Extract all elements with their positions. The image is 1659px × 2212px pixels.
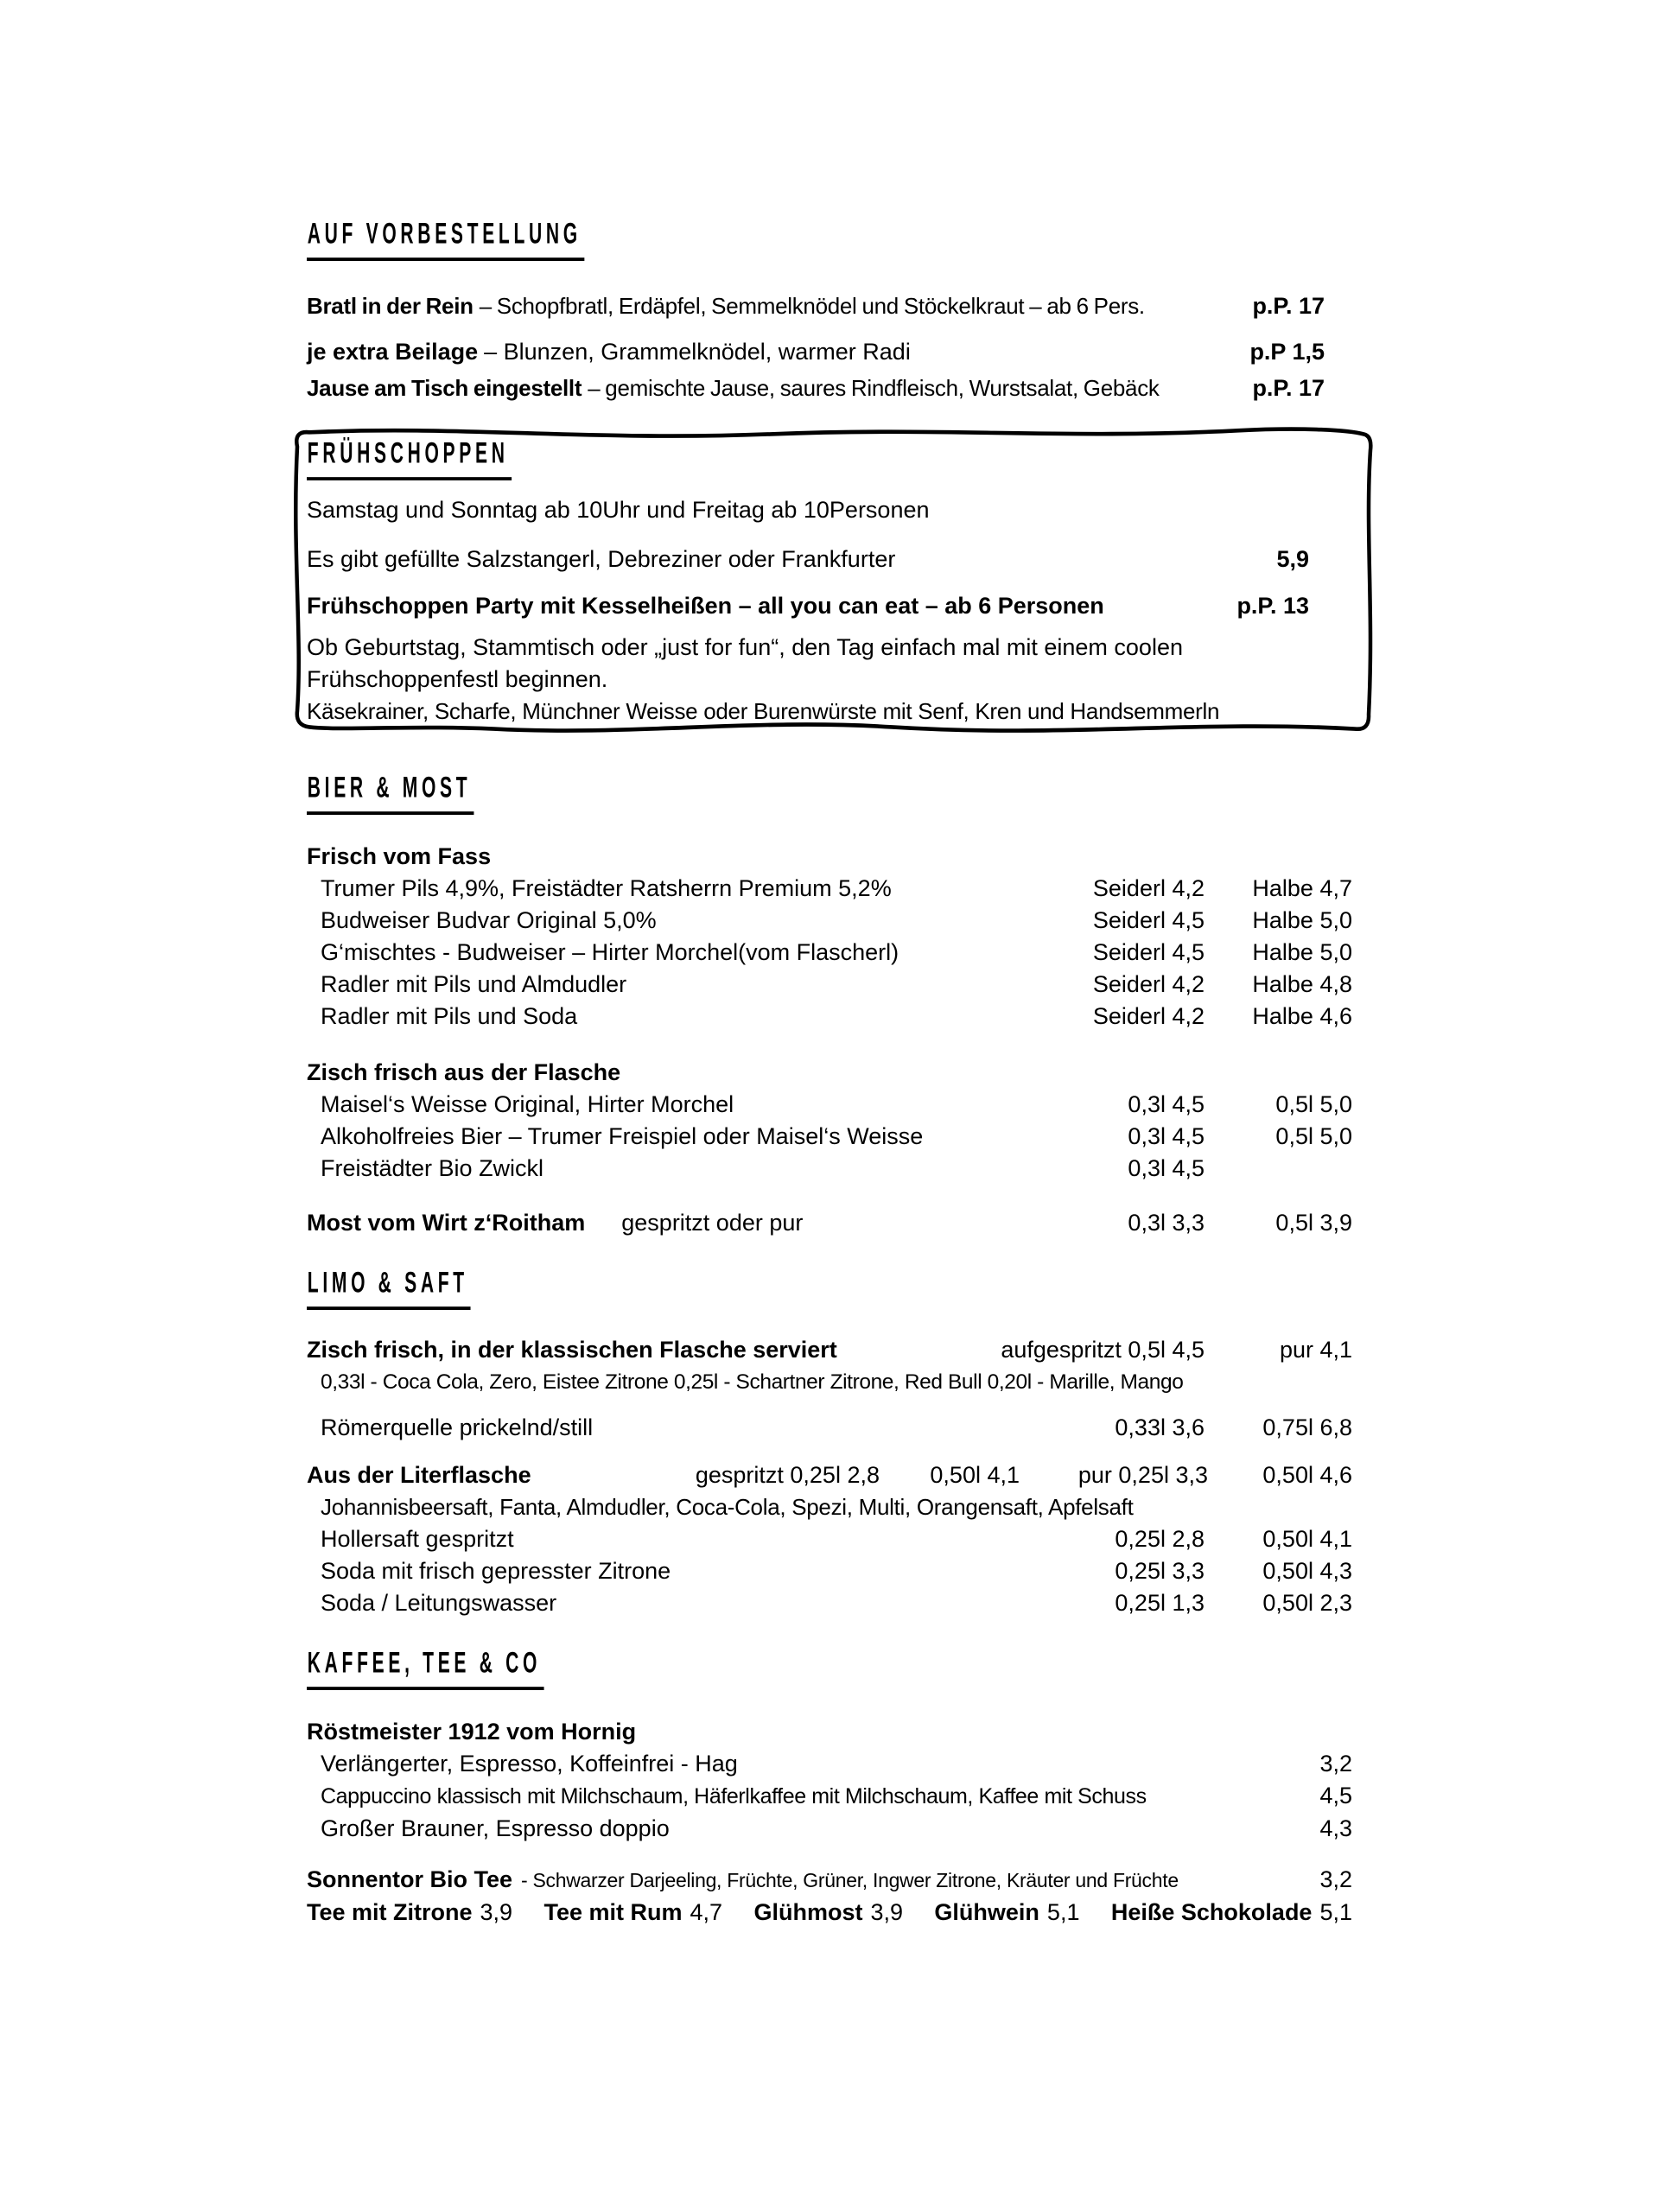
item-price: p.P 1,5 bbox=[1249, 339, 1325, 365]
menu-item-soda-zitrone bbox=[307, 1555, 1352, 1587]
menu-item-maisels bbox=[307, 1089, 1352, 1121]
item-suffix: gespritzt oder pur bbox=[621, 1210, 804, 1236]
item-price-033l: 0,33l 3,6 bbox=[1115, 1414, 1205, 1440]
fruehschoppen-box bbox=[287, 423, 1378, 741]
item-text: Freistädter Bio Zwickl bbox=[321, 1155, 544, 1181]
menu-item-party bbox=[307, 590, 1331, 622]
special-price: 5,1 bbox=[1319, 1899, 1352, 1925]
menu-item-sonnentor-tee bbox=[307, 1864, 1352, 1897]
subheading-roestmeister: Röstmeister 1912 vom Hornig bbox=[307, 1719, 637, 1745]
item-price-03l: 0,3l 4,5 bbox=[1128, 1155, 1205, 1181]
item-price-03l: 0,3l 4,5 bbox=[1128, 1123, 1205, 1149]
item-price-seiderl: Seiderl 4,2 bbox=[1092, 875, 1205, 901]
item-price-050l: 0,50l 4,3 bbox=[1262, 1558, 1352, 1584]
item-name: Sonnentor Bio Tee bbox=[307, 1866, 513, 1892]
item-price: p.P. 17 bbox=[1252, 293, 1325, 319]
special-name: Glühwein bbox=[934, 1899, 1039, 1925]
item-text bbox=[307, 590, 1158, 622]
desc-text: Johannisbeersaft, Fanta, Almdudler, Coca-Cola, Spezi, Multi, Orangensaft, Apfelsaft bbox=[321, 1494, 1134, 1520]
special-tee-zitrone bbox=[307, 1897, 512, 1929]
item-price-050l: 0,50l 4,1 bbox=[1262, 1526, 1352, 1552]
menu-item-budweiser bbox=[307, 905, 1352, 937]
menu-item-bratl bbox=[307, 290, 1352, 322]
item-price-halbe: Halbe 4,6 bbox=[1252, 1003, 1352, 1029]
section-title-bier-most: BIER & MOST bbox=[307, 771, 474, 815]
item-text: Es gibt gefüllte Salzstangerl, Debreziner oder Frankfurter bbox=[307, 546, 896, 572]
item-desc: - Schwarzer Darjeeling, Früchte, Grüner, Ingwer Zitrone, Kräuter und Früchte bbox=[521, 1869, 1179, 1891]
item-text: Großer Brauner, Espresso doppio bbox=[321, 1815, 670, 1841]
item-price: 3,2 bbox=[1319, 1751, 1352, 1777]
item-name: Frühschoppen Party mit Kesselheißen – all you can eat – ab 6 Personen bbox=[307, 593, 1104, 619]
fruehschoppen-content bbox=[307, 435, 1331, 728]
item-price-05l: 0,5l 5,0 bbox=[1275, 1091, 1352, 1117]
fruehschoppen-desc-line3 bbox=[307, 696, 1331, 728]
item-price: 4,3 bbox=[1319, 1815, 1352, 1841]
item-price: 5,9 bbox=[1276, 546, 1309, 572]
special-name: Tee mit Zitrone bbox=[307, 1899, 473, 1925]
item-price-seiderl: Seiderl 4,2 bbox=[1092, 971, 1205, 997]
desc-text: Käsekrainer, Scharfe, Münchner Weisse oder Burenwürste mit Senf, Kren und Handsemmerln bbox=[307, 698, 1220, 724]
literflasche-desc-row bbox=[307, 1491, 1352, 1523]
menu-row-tea-specials bbox=[307, 1897, 1352, 1929]
fruehschoppen-desc-line1 bbox=[307, 632, 1331, 664]
item-name: Zisch frisch, in der klassischen Flasche serviert bbox=[307, 1337, 837, 1363]
item-name: je extra Beilage bbox=[307, 339, 479, 365]
fruehschoppen-subtitle: Samstag und Sonntag ab 10Uhr und Freitag ab 10Personen bbox=[307, 497, 930, 523]
item-desc: – Schopfbratl, Erdäpfel, Semmelknödel und Stöckelkraut – ab 6 Pers. bbox=[479, 293, 1145, 319]
item-text: Hollersaft gespritzt bbox=[321, 1526, 514, 1552]
item-price-pur: pur 4,1 bbox=[1279, 1337, 1352, 1363]
item-price: 3,2 bbox=[1319, 1866, 1352, 1892]
section-title-fruehschoppen: FRÜHSCHOPPEN bbox=[307, 436, 512, 480]
item-text: Verlängerter, Espresso, Koffeinfrei - Hag bbox=[321, 1751, 738, 1777]
section-header-limo-saft bbox=[307, 1265, 1352, 1313]
item-text: Soda mit frisch gepresster Zitrone bbox=[321, 1558, 671, 1584]
item-price: 4,5 bbox=[1319, 1783, 1352, 1808]
item-text: Trumer Pils 4,9%, Freistädter Ratsherrn Premium 5,2% bbox=[321, 875, 892, 901]
item-price-05l: 0,5l 5,0 bbox=[1275, 1123, 1352, 1149]
section-header-vorbestellung bbox=[307, 216, 1352, 264]
item-text bbox=[307, 1459, 672, 1491]
special-name: Tee mit Rum bbox=[543, 1899, 683, 1925]
item-desc: – gemischte Jause, saures Rindfleisch, Wurstsalat, Gebäck bbox=[588, 375, 1160, 401]
menu-item-salzstangerl bbox=[307, 543, 1331, 575]
item-price-seiderl: Seiderl 4,5 bbox=[1092, 907, 1205, 933]
menu-item-literflasche bbox=[307, 1459, 1352, 1491]
item-price-025l: 0,25l 1,3 bbox=[1115, 1590, 1205, 1616]
item-price: p.P. 17 bbox=[1252, 375, 1325, 401]
item-price-03l: 0,3l 3,3 bbox=[1128, 1210, 1205, 1236]
section-title-vorbestellung: AUF VORBESTELLUNG bbox=[307, 217, 584, 261]
item-price-025l: 0,25l 2,8 bbox=[1115, 1526, 1205, 1552]
section-header-fruehschoppen bbox=[307, 435, 1331, 482]
menu-item-bio-zwickl bbox=[307, 1153, 1352, 1185]
item-text: Alkoholfreies Bier – Trumer Freispiel oder Maisel‘s Weisse bbox=[321, 1123, 924, 1149]
zisch-desc-row bbox=[307, 1366, 1352, 1398]
section-title-kaffee: KAFFEE, TEE & CO bbox=[307, 1646, 543, 1690]
item-desc: – Blunzen, Grammelknödel, warmer Radi bbox=[484, 339, 911, 365]
desc-text: Frühschoppenfestl beginnen. bbox=[307, 666, 608, 692]
item-name: Bratl in der Rein bbox=[307, 293, 474, 319]
item-price-halbe: Halbe 5,0 bbox=[1252, 907, 1352, 933]
fruehschoppen-desc-line2 bbox=[307, 664, 1331, 696]
menu-item-grosser-brauner bbox=[307, 1813, 1352, 1845]
item-price-halbe: Halbe 4,8 bbox=[1252, 971, 1352, 997]
section-header-bier-most bbox=[307, 770, 1352, 818]
item-price-025l: 0,25l 3,3 bbox=[1115, 1558, 1205, 1584]
desc-text: Ob Geburtstag, Stammtisch oder „just for fun“, den Tag einfach mal mit einem coolen bbox=[307, 634, 1183, 660]
menu-item-jause bbox=[307, 372, 1352, 404]
menu-content bbox=[307, 0, 1352, 1929]
item-text: Budweiser Budvar Original 5,0% bbox=[321, 907, 657, 933]
item-text: Radler mit Pils und Soda bbox=[321, 1003, 578, 1029]
item-price-050l: 0,50l 2,3 bbox=[1262, 1590, 1352, 1616]
menu-item-verlaengerter bbox=[307, 1748, 1352, 1780]
item-text: Römerquelle prickelnd/still bbox=[321, 1414, 594, 1440]
item-name: Aus der Literflasche bbox=[307, 1462, 531, 1488]
special-price: 4,7 bbox=[690, 1899, 723, 1925]
item-text bbox=[307, 372, 1244, 404]
item-text bbox=[307, 1334, 945, 1366]
item-price-05l: 0,5l 3,9 bbox=[1275, 1210, 1352, 1236]
special-price: 5,1 bbox=[1046, 1899, 1080, 1925]
menu-item-zisch-klassisch bbox=[307, 1334, 1352, 1366]
menu-item-cappuccino bbox=[307, 1780, 1352, 1813]
special-name: Glühmost bbox=[753, 1899, 863, 1925]
fruehschoppen-subtitle-row bbox=[307, 494, 1331, 526]
item-price-aufgespritzt: aufgespritzt 0,5l 4,5 bbox=[1001, 1337, 1205, 1363]
item-price-seiderl: Seiderl 4,5 bbox=[1092, 939, 1205, 965]
item-price-halbe: Halbe 4,7 bbox=[1252, 875, 1352, 901]
item-text: Soda / Leitungswasser bbox=[321, 1590, 557, 1616]
section-header-kaffee bbox=[307, 1645, 1352, 1694]
special-price: 3,9 bbox=[480, 1899, 513, 1925]
menu-item-beilage bbox=[307, 336, 1352, 368]
subheading-zisch-frisch-flasche: Zisch frisch aus der Flasche bbox=[307, 1059, 621, 1085]
price-gespritzt-025l: gespritzt 0,25l 2,8 bbox=[695, 1462, 880, 1488]
item-text bbox=[307, 290, 1244, 322]
item-text: Cappuccino klassisch mit Milchschaum, Häferlkaffee mit Milchschaum, Kaffee mit Schuss bbox=[321, 1784, 1147, 1808]
item-text: Maisel‘s Weisse Original, Hirter Morchel bbox=[321, 1091, 734, 1117]
menu-item-radler-soda bbox=[307, 1001, 1352, 1033]
subheading-frisch-vom-fass: Frisch vom Fass bbox=[307, 843, 492, 869]
price-pur-025l: pur 0,25l 3,3 bbox=[1077, 1462, 1208, 1488]
special-name: Heiße Schokolade bbox=[1110, 1899, 1313, 1925]
item-price-halbe: Halbe 5,0 bbox=[1252, 939, 1352, 965]
menu-item-most bbox=[307, 1207, 1352, 1239]
special-gluehwein bbox=[934, 1897, 1079, 1929]
special-gluehmost bbox=[753, 1897, 903, 1929]
item-text: Radler mit Pils und Almdudler bbox=[321, 971, 627, 997]
price-pur-050l: 0,50l 4,6 bbox=[1262, 1462, 1352, 1488]
item-name: Most vom Wirt z‘Roitham bbox=[307, 1210, 586, 1236]
section-title-limo-saft: LIMO & SAFT bbox=[307, 1266, 471, 1310]
special-tee-rum bbox=[543, 1897, 722, 1929]
special-heisse-schokolade bbox=[1111, 1897, 1352, 1929]
item-price-075l: 0,75l 6,8 bbox=[1262, 1414, 1352, 1440]
item-price-03l: 0,3l 4,5 bbox=[1128, 1091, 1205, 1117]
menu-item-trumer-pils bbox=[307, 873, 1352, 905]
menu-item-gmischtes bbox=[307, 937, 1352, 969]
desc-text: 0,33l - Coca Cola, Zero, Eistee Zitrone 0,25l - Schartner Zitrone, Red Bull 0,20l - Marille, Mango bbox=[321, 1370, 1184, 1394]
price-gespritzt-050l: 0,50l 4,1 bbox=[930, 1462, 1020, 1488]
item-text bbox=[307, 336, 1244, 368]
item-text: G‘mischtes - Budweiser – Hirter Morchel(vom Flascherl) bbox=[321, 939, 899, 965]
menu-item-soda-leitungswasser bbox=[307, 1587, 1352, 1619]
menu-item-hollersaft bbox=[307, 1523, 1352, 1555]
item-price: p.P. 13 bbox=[1236, 593, 1309, 619]
menu-item-alkoholfrei bbox=[307, 1121, 1352, 1153]
item-price-seiderl: Seiderl 4,2 bbox=[1092, 1003, 1205, 1029]
menu-item-roemerquelle bbox=[307, 1412, 1352, 1444]
item-name: Jause am Tisch eingestellt bbox=[307, 375, 582, 401]
menu-item-radler-almdudler bbox=[307, 969, 1352, 1001]
special-price: 3,9 bbox=[870, 1899, 904, 1925]
